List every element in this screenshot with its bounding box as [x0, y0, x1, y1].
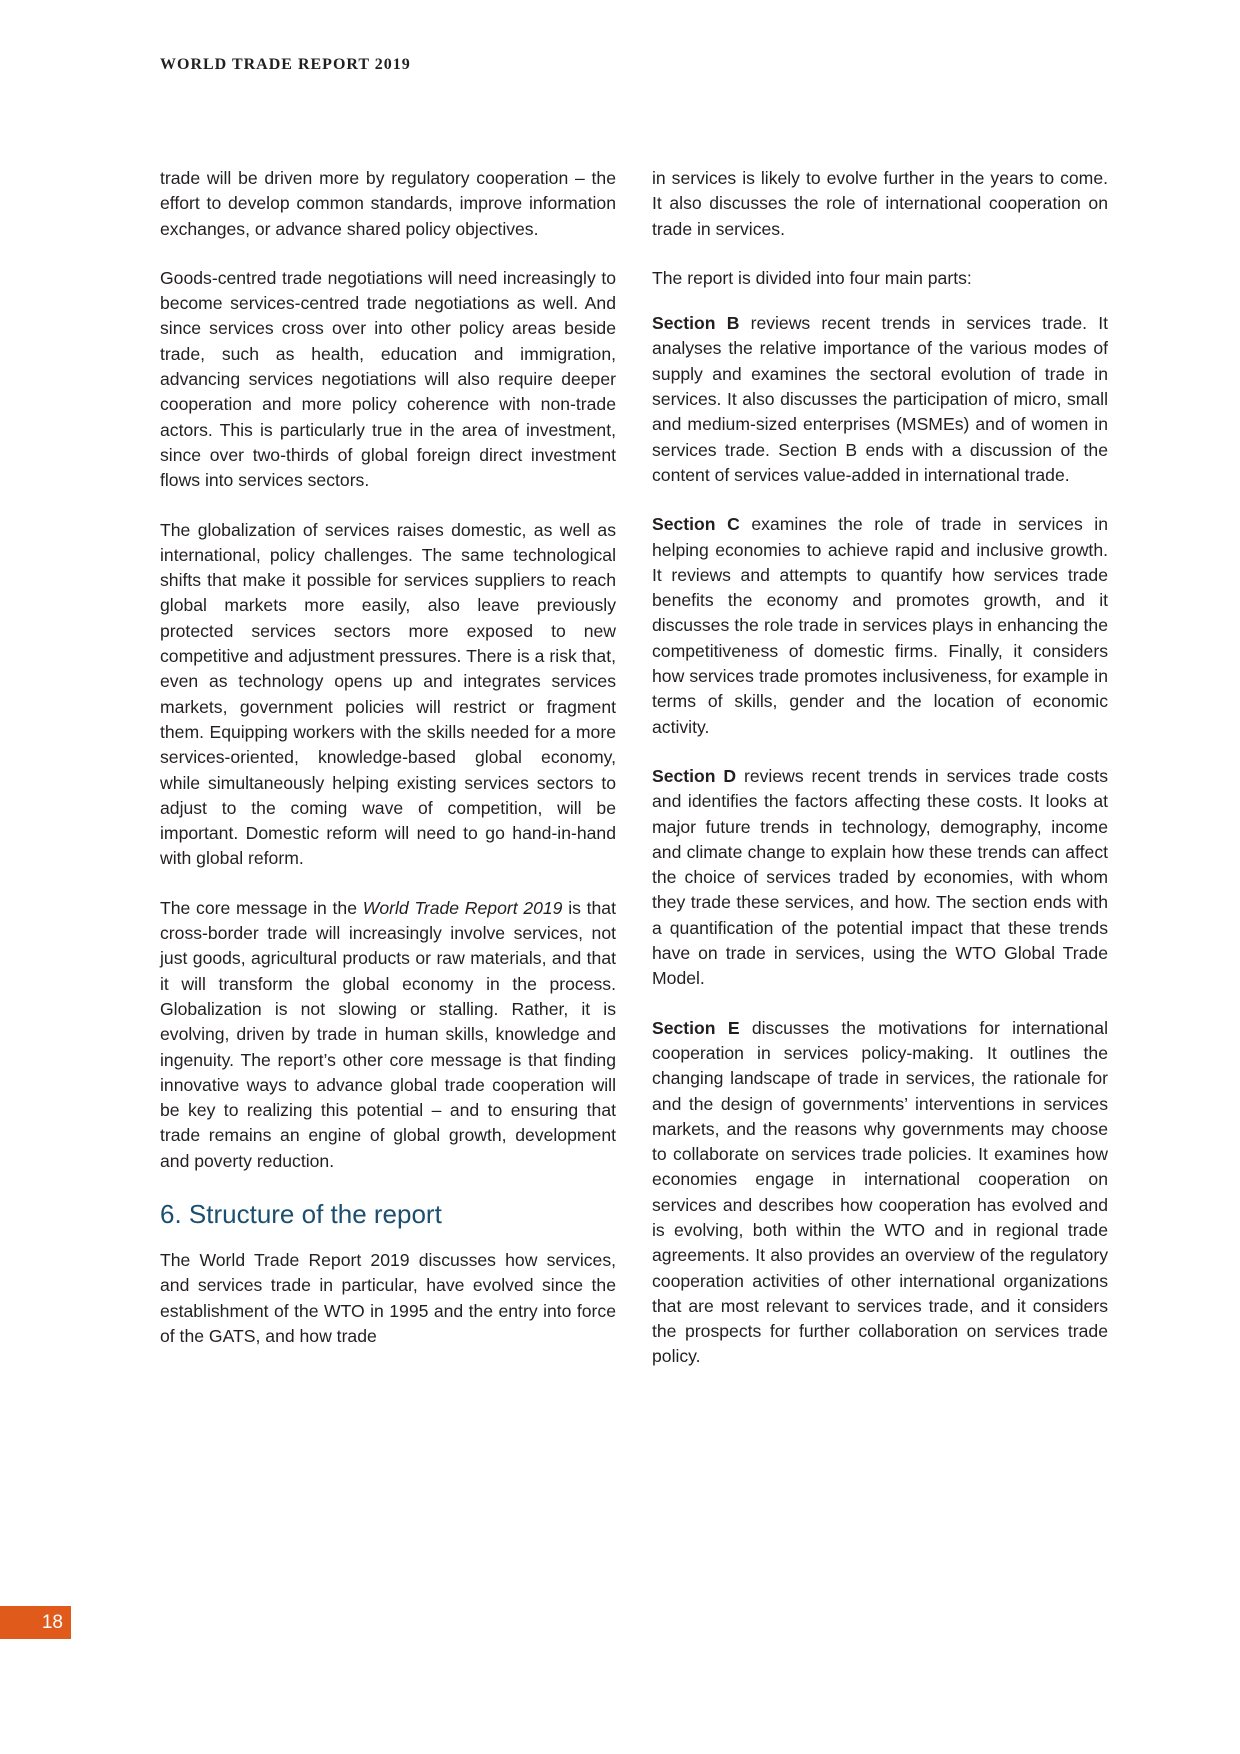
section-label: Section C — [652, 514, 740, 535]
section-label: Section D — [652, 765, 737, 786]
section-text: examines the role of trade in services in helping economies to achieve rapid and inclusive growth. It reviews and attempts to quantify how services trade benefits the economy and promotes growth, and it discusses the role trade in services plays in enhancing the competitiveness of domestic firms. Finally, it considers how services trade promotes inclusiveness, for example in terms of skills, gender and the location of economic activity. — [652, 514, 1109, 737]
paragraph: trade will be driven more by regulatory cooperation – the effort to develop common standards, improve information exchanges, or advance shared policy objectives. — [160, 168, 616, 239]
section-c-paragraph — [652, 512, 1108, 740]
paragraph: The World Trade Report 2019 discusses how services, and services trade in particular, have evolved since the establishment of the WTO in 1995 and the entry into force of the GATS, and how trade — [160, 1249, 616, 1346]
section-b-paragraph — [652, 311, 1108, 488]
paragraph: The report is divided into four main parts: — [652, 267, 972, 288]
paragraph-text: is that cross-border trade will increasingly involve services, not just goods, agricultural products or raw materials, and that it will transform the global economy in the process. Globalization is not slowing or stalling. Rather, it is evolving, driven by trade in human skills, knowledge and ingenuity. The report’s other core message is that finding innovative ways to advance global trade cooperation will be key to realizing this potential – and to ensuring that trade remains an engine of global growth, development and poverty reduction. — [160, 897, 616, 1171]
paragraph-text: The core message in the — [160, 897, 363, 918]
section-e-paragraph — [652, 1016, 1108, 1370]
paragraph — [160, 896, 616, 1174]
section-d-paragraph — [652, 764, 1108, 992]
paragraph: in services is likely to evolve further in the years to come. It also discusses the role of international cooperation on trade in services. — [652, 168, 1108, 239]
paragraph: Goods-centred trade negotiations will need increasingly to become services-centred trade negotiations as well. And since services cross over into other policy areas beside trade, such as health, education and immigration, advancing services negotiations will also require deeper cooperation and more policy coherence with non-trade actors. This is particularly true in the area of investment, since over two-thirds of global foreign direct investment flows into services sectors. — [160, 267, 616, 491]
section-label: Section E — [652, 1017, 740, 1038]
left-column — [160, 166, 616, 1373]
section-text: reviews recent trends in services trade costs and identifies the factors affecting these costs. It looks at major future trends in technology, demography, income and climate change to explain how these trends can affect the choice of services traded by economies, with whom they trade these services, and how. The section ends with a quantification of the potential impact that these trends have on trade in services, using the WTO Global Trade Model. — [652, 765, 1108, 989]
page-number: 18 — [0, 1606, 71, 1639]
section-text: discusses the motivations for international cooperation in services policy-making. It outlines the changing landscape of trade in services, the rationale for and the design of governments’ interventions in services markets, and the reasons why governments may choose to collaborate on services trade policies. It examines how economies engage in international cooperation on services and describes how cooperation has evolved and is evolving, both within the WTO and in regional trade agreements. It also provides an overview of the regulatory cooperation activities of other international organizations that are most relevant to services trade, and it considers the prospects for further collaboration on services trade policy. — [652, 1017, 1109, 1367]
right-column — [652, 166, 1108, 1394]
report-title-italic: World Trade Report 2019 — [362, 897, 563, 918]
paragraph: The globalization of services raises domestic, as well as international, policy challenges. The same technological shifts that make it possible for services suppliers to reach global markets more easily, also leave previously protected services sectors more exposed to new competitive and adjustment pressures. There is a risk that, even as technology opens up and integrates services markets, government policies will restrict or fragment them. Equipping workers with the skills needed for a more services-oriented, knowledge-based global economy, while simultaneously helping existing services sectors to adjust to the coming wave of competition, will be important. Domestic reform will need to go hand-in-hand with global reform. — [160, 519, 616, 869]
section-text: reviews recent trends in services trade. It analyses the relative importance of the various modes of supply and examines the sectoral evolution of trade in services. It also discusses the participation of micro, small and medium-sized enterprises (MSMEs) and of women in services trade. Section B ends with a discussion of the content of services value-added in international trade. — [652, 313, 1108, 485]
section-heading: 6. Structure of the report — [160, 1198, 442, 1229]
running-header: WORLD TRADE REPORT 2019 — [160, 56, 411, 73]
section-label: Section B — [652, 313, 740, 334]
